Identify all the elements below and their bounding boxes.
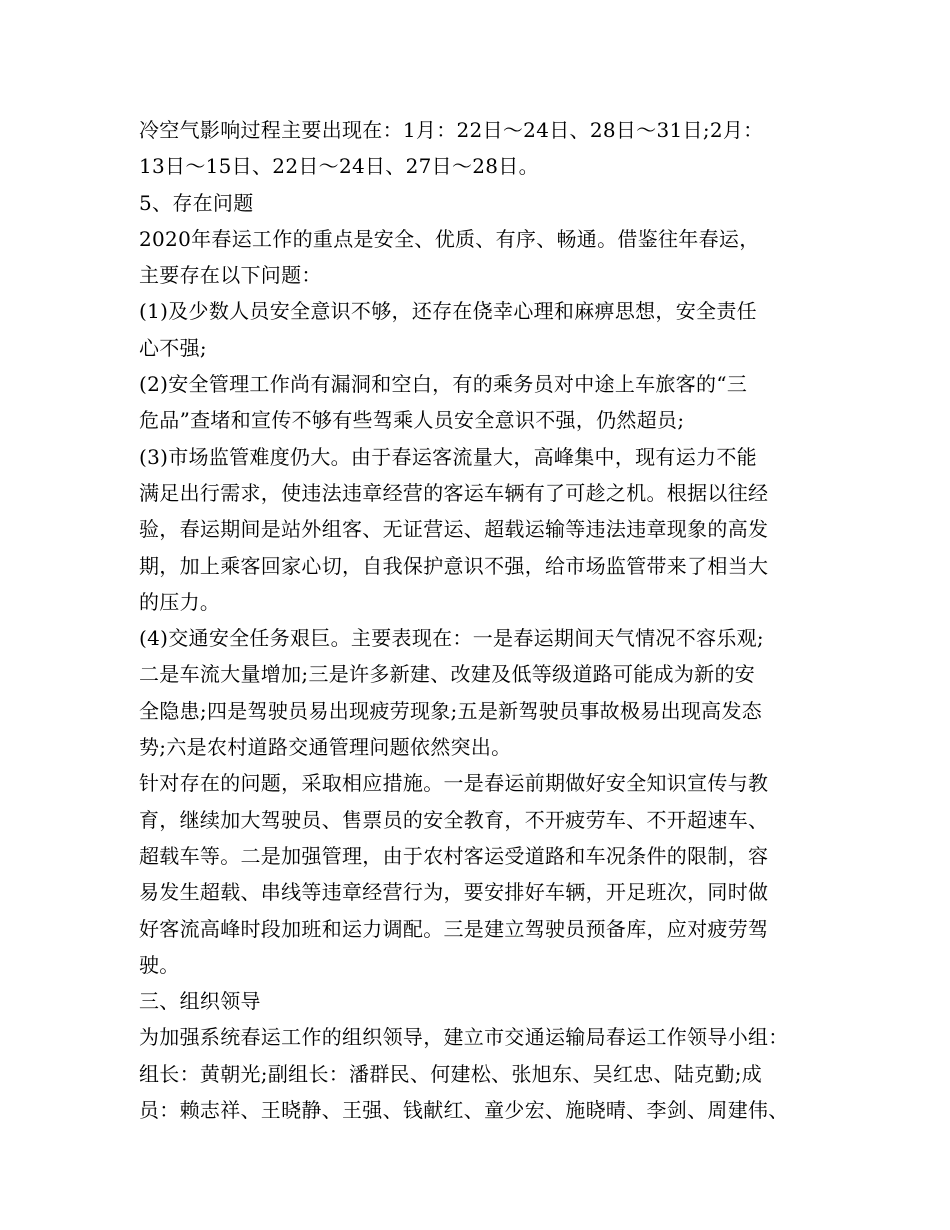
text-line: (2)安全管理工作尚有漏洞和空白，有的乘务员对中途上车旅客的“三 [139, 372, 748, 397]
text-line: 驶。 [139, 952, 180, 977]
text-line: 全隐患;四是驾驶员易出现疲劳现象;五是新驾驶员事故极易出现高发态 [139, 698, 763, 723]
text-line: 满足出行需求，使违法违章经营的客运车辆有了可趁之机。根据以往经 [139, 480, 769, 505]
text-line: 13日～15日、22日～24日、27日～28日。 [139, 154, 539, 179]
text-line: 易发生超载、串线等违章经营行为，要安排好车辆，开足班次，同时做 [139, 880, 769, 905]
text-line: 冷空气影响过程主要出现在：1月：22日～24日、28日～31日;2月： [139, 118, 764, 142]
document-body [139, 112, 829, 1128]
text-line: 超载车等。二是加强管理，由于农村客运受道路和车况条件的限制，容 [139, 843, 769, 868]
text-line: 主要存在以下问题： [139, 263, 322, 288]
text-line: 心不强; [139, 335, 207, 360]
text-line: 验，春运期间是站外组客、无证营运、超载运输等违法违章现象的高发 [139, 517, 769, 542]
text-line: 为加强系统春运工作的组织领导，建立市交通运输局春运工作领导小组： [139, 1025, 789, 1050]
text-line: 好客流高峰时段加班和运力调配。三是建立驾驶员预备库，应对疲劳驾 [139, 916, 769, 941]
text-line: 员：赖志祥、王晓静、王强、钱献红、童少宏、施晓晴、李剑、周建伟、 [139, 1098, 789, 1123]
text-line: 2020年春运工作的重点是安全、优质、有序、畅通。借鉴往年春运， [139, 226, 760, 251]
text-line: 势;六是农村道路交通管理问题依然突出。 [139, 735, 512, 760]
section-heading: 5、存在问题 [139, 190, 254, 215]
text-line: 组长：黄朝光;副组长：潘群民、何建松、张旭东、吴红忠、陆克勤;成 [139, 1061, 763, 1086]
text-line: (4)交通安全任务艰巨。主要表现在：一是春运期间天气情况不容乐观; [139, 626, 764, 651]
text-line: (1)及少数人员安全意识不够，还存在侥幸心理和麻痹思想，安全责任 [139, 299, 757, 324]
section-heading: 三、组织领导 [139, 989, 261, 1014]
text-line: 育，继续加大驾驶员、售票员的安全教育，不开疲劳车、不开超速车、 [139, 807, 769, 832]
text-line: 二是车流大量增加;三是许多新建、改建及低等级道路可能成为新的安 [139, 662, 756, 687]
text-line: 危品”查堵和宣传不够有些驾乘人员安全意识不强，仍然超员; [139, 408, 685, 433]
text-line: 期，加上乘客回家心切，自我保护意识不强，给市场监管带来了相当大 [139, 553, 769, 578]
text-line: (3)市场监管难度仍大。由于春运客流量大，高峰集中，现有运力不能 [139, 444, 757, 469]
text-line: 针对存在的问题，采取相应措施。一是春运前期做好安全知识宣传与教 [139, 771, 769, 796]
text-line: 的压力。 [139, 589, 221, 614]
